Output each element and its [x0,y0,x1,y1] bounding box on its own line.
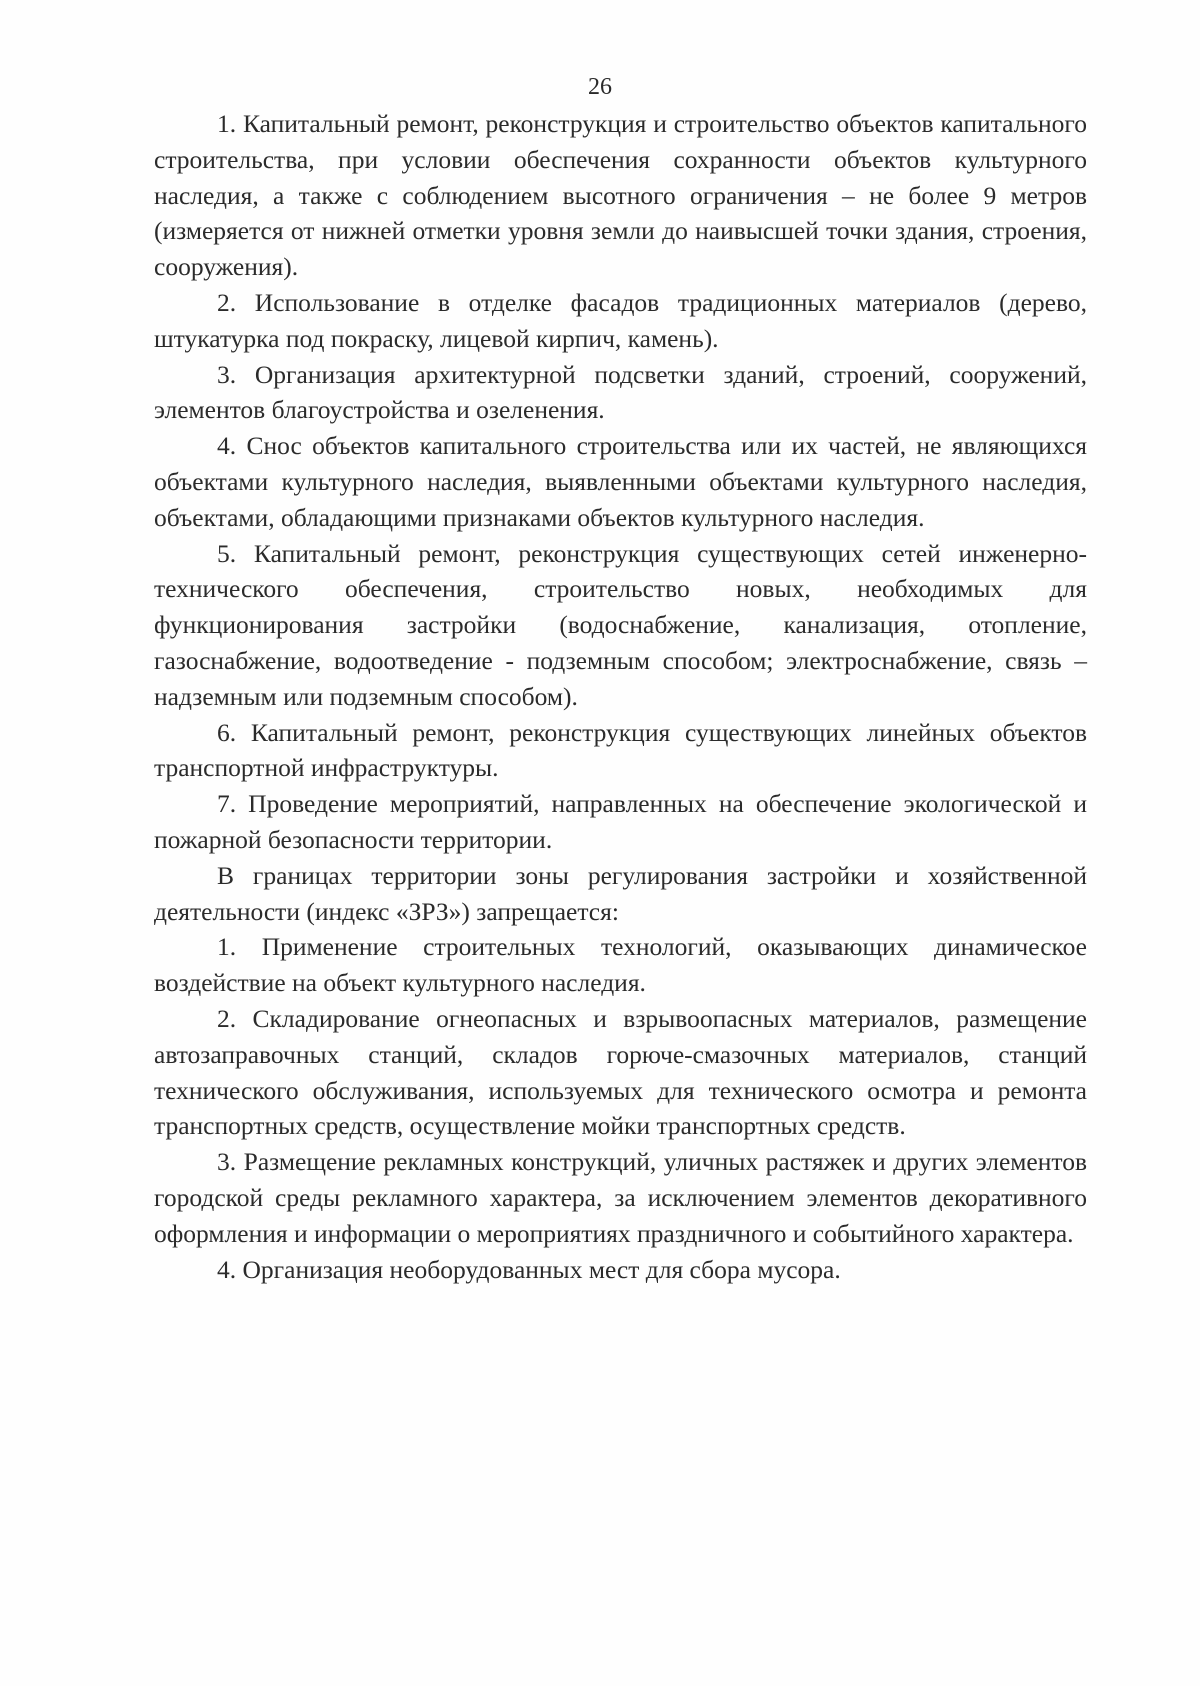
paragraph-permitted-1: 1. Капитальный ремонт, реконструкция и строительство объектов капитального строительства, при условии обеспечения сохранности объектов культурного наследия, а также с соблюдением высотного ограничения – не более 9 метров (измеряется от нижней отметки уровня земли до наивысшей точки здания, строения, сооружения). [154,109,1087,282]
paragraph-permitted-2: 2. Использование в отделке фасадов традиционных материалов (дерево, штукатурка под покраску, лицевой кирпич, камень). [154,287,1087,353]
paragraph-prohibited-3: 3. Размещение рекламных конструкций, уличных растяжек и других элементов городской среды рекламного характера, за исключением элементов декоративного оформления и информации о мероприятиях праздничного и событийного характера. [154,1147,1087,1248]
paragraph-prohibited-intro: В границах территории зоны регулирования застройки и хозяйственной деятельности (индекс «ЗРЗ») запрещается: [154,860,1087,926]
paragraph-prohibited-2: 2. Складирование огнеопасных и взрывоопасных материалов, размещение автозаправочных станций, складов горюче-смазочных материалов, станций технического обслуживания, используемых для технического осмотра и ремонта транспортных средств, осуществление мойки транспортных средств. [154,1003,1087,1141]
document-body [154,106,1087,1287]
paragraph-permitted-3: 3. Организация архитектурной подсветки зданий, строений, сооружений, элементов благоустройства и озеленения. [154,359,1087,425]
page-number: 26 [588,74,612,100]
paragraph-permitted-7: 7. Проведение мероприятий, направленных на обеспечение экологической и пожарной безопасности территории. [154,789,1087,854]
paragraph-prohibited-4: 4. Организация необорудованных мест для сбора мусора. [217,1254,841,1284]
paragraph-permitted-4: 4. Снос объектов капитального строительства или их частей, не являющихся объектами культурного наследия, выявленными объектами культурного наследия, объектами, обладающими признаками объектов культурного наследия. [154,431,1087,532]
paragraph-permitted-6: 6. Капитальный ремонт, реконструкция существующих линейных объектов транспортной инфраструктуры. [154,717,1087,783]
paragraph-permitted-5: 5. Капитальный ремонт, реконструкция существующих сетей инженерно-технического обеспечения, строительство новых, необходимых для функционирования застройки (водоснабжение, канализация, отопление, газоснабжение, водоотведение - подземным способом; электроснабжение, связь – надземным или подземным способом). [154,538,1087,711]
paragraph-prohibited-1: 1. Применение строительных технологий, оказывающих динамическое воздействие на объект культурного наследия. [154,932,1087,998]
